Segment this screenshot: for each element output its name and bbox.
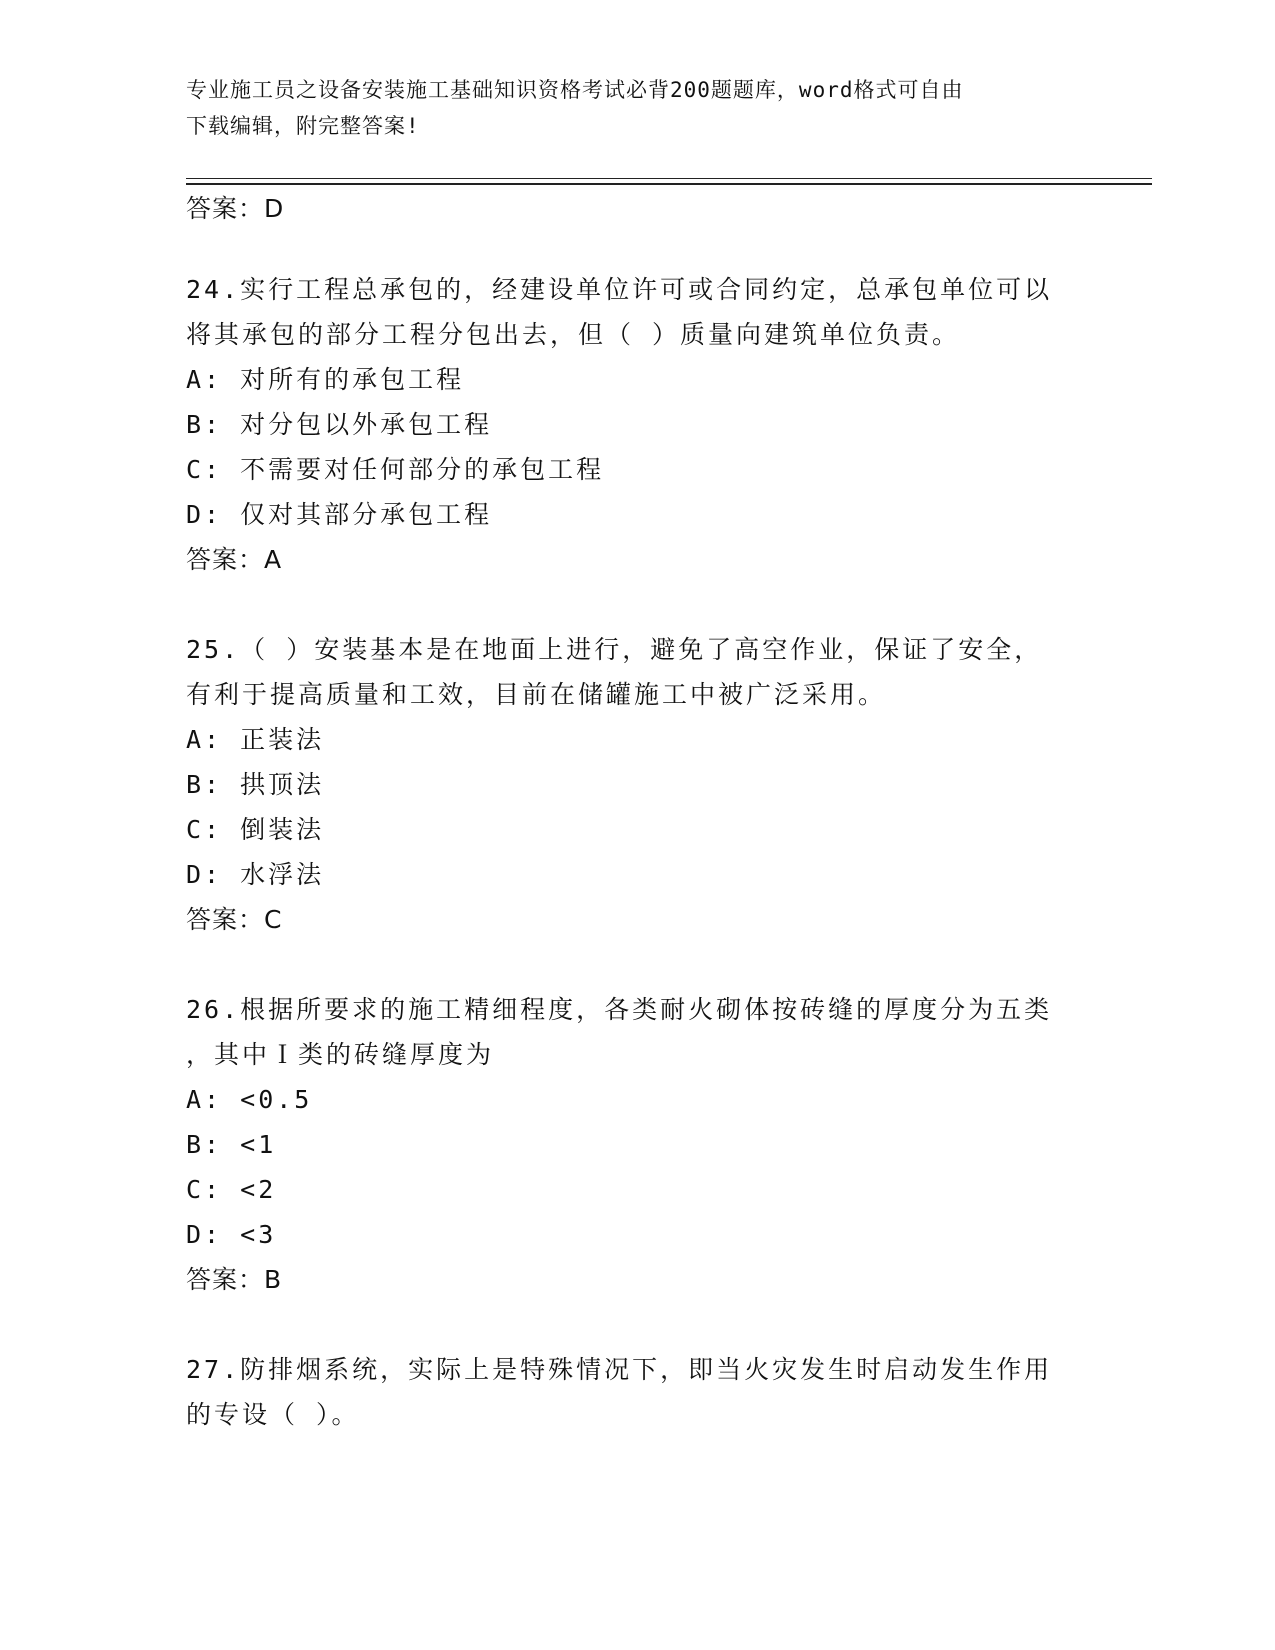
question-26-option-d: D: <3: [186, 1220, 277, 1249]
question-27-stem-line-2: 的专设（ ）。: [186, 1400, 360, 1429]
header-divider-thin: [186, 178, 1152, 179]
question-24-option-b: B: 对分包以外承包工程: [186, 410, 493, 439]
question-24-option-a: A: 对所有的承包工程: [186, 365, 465, 394]
question-26-option-b: B: <1: [186, 1130, 277, 1159]
question-26-option-c: C: <2: [186, 1175, 277, 1204]
answer-23: 答案：D: [186, 194, 285, 223]
question-25-stem-line-2: 有利于提高质量和工效，目前在储罐施工中被广泛采用。: [186, 680, 887, 709]
question-24-stem-line-1: 24.实行工程总承包的，经建设单位许可或合同约定，总承包单位可以: [186, 275, 1053, 304]
question-25-stem-line-1: 25.（ ）安装基本是在地面上进行，避免了高空作业，保证了安全，: [186, 635, 1043, 664]
question-26-stem-line-2: ，其中Ｉ类的砖缝厚度为: [186, 1040, 495, 1069]
question-26-stem-line-1: 26.根据所要求的施工精细程度，各类耐火砌体按砖缝的厚度分为五类: [186, 995, 1053, 1024]
question-25-option-a: A: 正装法: [186, 725, 325, 754]
header-line-2: 下载编辑，附完整答案!: [186, 114, 420, 138]
question-24-stem-line-2: 将其承包的部分工程分包出去，但（ ）质量向建筑单位负责。: [186, 320, 961, 349]
question-24-answer: 答案：A: [186, 545, 283, 574]
question-27-stem-line-1: 27.防排烟系统，实际上是特殊情况下，即当火灾发生时启动发生作用: [186, 1355, 1053, 1384]
question-25-option-c: C: 倒装法: [186, 815, 325, 844]
question-24-option-d: D: 仅对其部分承包工程: [186, 500, 493, 529]
question-26-answer: 答案：B: [186, 1265, 283, 1294]
question-25-answer: 答案：C: [186, 905, 283, 934]
header-line-1: 专业施工员之设备安装施工基础知识资格考试必背200题题库，word格式可自由: [186, 78, 964, 102]
question-26-option-a: A: <0.5: [186, 1085, 313, 1114]
question-24-option-c: C: 不需要对任何部分的承包工程: [186, 455, 605, 484]
question-25-option-d: D: 水浮法: [186, 860, 325, 889]
question-25-option-b: B: 拱顶法: [186, 770, 325, 799]
header-divider-thick: [186, 183, 1152, 185]
document-header: [186, 72, 1086, 144]
